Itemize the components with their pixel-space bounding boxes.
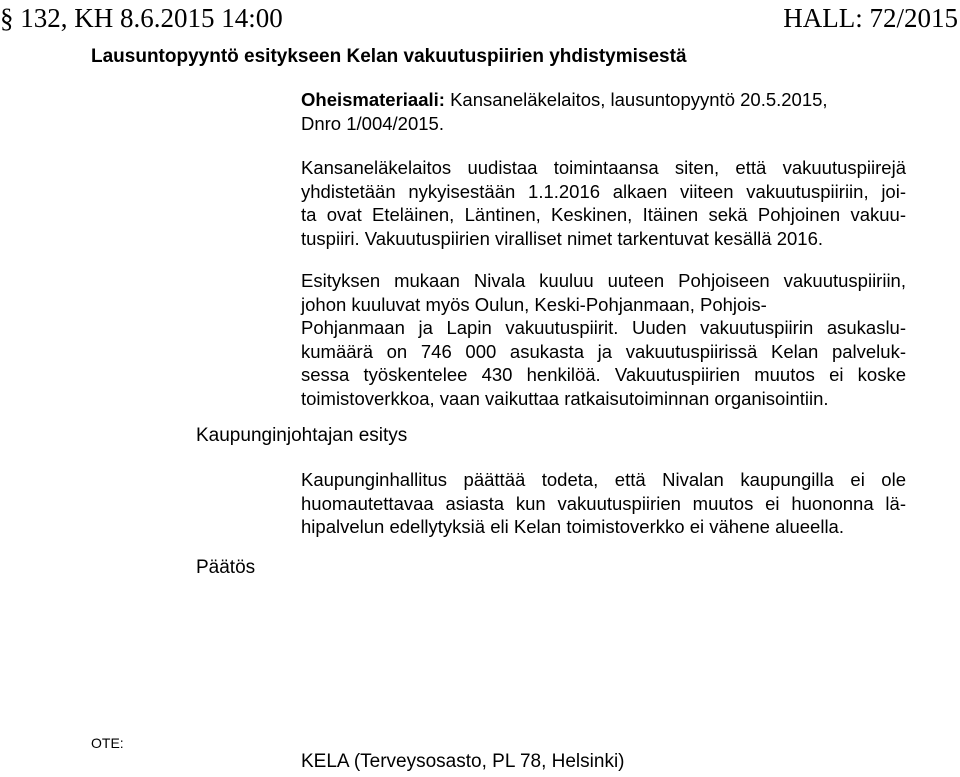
- paragraph-line: Kansaneläkelaitos uudistaa toimintaansa siten, että vakuutuspiirejä: [301, 157, 906, 178]
- decision-label: Päätös: [196, 557, 256, 578]
- paragraph-line: Kaupunginhallitus päättää todeta, että Nivalan kaupungilla ei ole: [301, 469, 906, 490]
- paragraph-line: huomautettavaa asiasta kun vakuutuspiirien muutos ei huononna lä-: [301, 492, 906, 514]
- paragraph-line: Esityksen mukaan Nivala kuuluu uuteen Pohjoiseen vakuutuspiiriin,: [301, 270, 906, 291]
- attachment-block: [301, 88, 906, 135]
- paragraph-line: toimistoverkkoa, vaan vaikuttaa ratkaisutoiminnan organisointiin.: [301, 387, 829, 409]
- proposal-label: Kaupunginjohtajan esitys: [196, 425, 408, 446]
- section-header: § 132, KH 8.6.2015 14:00: [0, 3, 283, 33]
- attachment-text: Kansaneläkelaitos, lausuntopyyntö 20.5.2015,: [444, 89, 828, 110]
- hall-number: HALL: 72/2015: [783, 3, 958, 33]
- paragraph-2: [301, 269, 906, 410]
- paragraph-line: yhdistetään nykyisestään 1.1.2016 alkaen viiteen vakuutuspiiriin, joi-: [301, 180, 906, 202]
- paragraph-line: kumäärä on 746 000 asukasta ja vakuutuspiirissä Kelan palveluk-: [301, 340, 906, 362]
- excerpt-recipient: KELA (Terveysosasto, PL 78, Helsinki): [301, 751, 625, 772]
- page-title: Lausuntopyyntö esitykseen Kelan vakuutuspiirien yhdistymisestä: [91, 46, 687, 67]
- attachment-line-1: [301, 88, 906, 112]
- proposal-text: [301, 468, 906, 539]
- paragraph-line: johon kuuluvat myös Oulun, Keski-Pohjanmaan, Pohjois-: [301, 293, 767, 315]
- paragraph-line: ta ovat Eteläinen, Läntinen, Keskinen, Itäinen sekä Pohjoinen vakuu-: [301, 204, 906, 225]
- attachment-label: Oheismateriaali:: [301, 89, 445, 110]
- paragraph-line: Pohjanmaan ja Lapin vakuutuspiirit. Uuden vakuutuspiirin asukaslu-: [301, 317, 906, 338]
- attachment-line-2: Dnro 1/004/2015.: [301, 112, 444, 134]
- paragraph-line: tuspiiri. Vakuutuspiirien viralliset nimet tarkentuvat kesällä 2016.: [301, 227, 824, 249]
- paragraph-1: [301, 156, 906, 250]
- paragraph-line: sessa työskentelee 430 henkilöä. Vakuutuspiirien muutos ei koske: [301, 364, 906, 385]
- excerpt-label: OTE:: [91, 735, 124, 751]
- paragraph-line: hipalvelun edellytyksiä eli Kelan toimistoverkko ei vähene alueella.: [301, 516, 844, 537]
